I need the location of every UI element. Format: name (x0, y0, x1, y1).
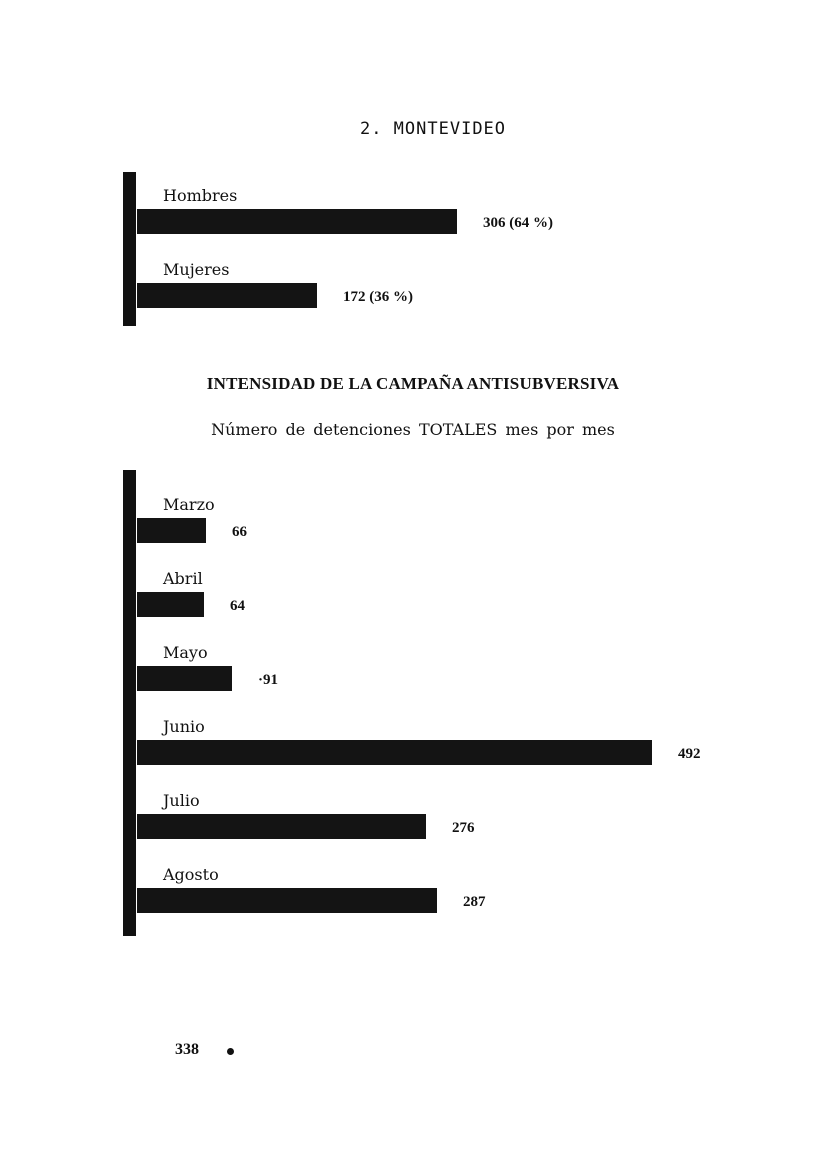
value-label: 276 (452, 820, 475, 836)
value-label: 287 (463, 894, 486, 910)
chart-subheading: Número de detenciones TOTALES mes por mes (211, 420, 615, 439)
bar (137, 283, 317, 308)
bar (137, 888, 437, 913)
chart-heading: INTENSIDAD DE LA CAMPAÑA ANTISUBVERSIVA (206, 374, 620, 393)
value-label: 492 (678, 746, 701, 762)
category-label: Marzo (163, 495, 215, 514)
category-label: Julio (163, 791, 200, 810)
category-label: Mujeres (163, 260, 230, 279)
category-label: Abril (163, 569, 203, 588)
bar (137, 518, 206, 543)
category-label: Agosto (163, 865, 219, 884)
value-label: 306 (64 %) (483, 215, 553, 231)
bar (137, 209, 457, 234)
value-label: 64 (230, 598, 245, 614)
page-number: 338 (175, 1041, 199, 1058)
category-label: Junio (163, 717, 205, 736)
section-title: 2. MONTEVIDEO (359, 119, 507, 139)
category-label: Hombres (163, 186, 238, 205)
value-label: 172 (36 %) (343, 289, 413, 305)
value-label: 66 (232, 524, 247, 540)
value-label: ·91 (258, 672, 279, 688)
category-label: Mayo (163, 643, 208, 662)
bullet-icon (227, 1048, 234, 1055)
bar (137, 592, 204, 617)
bar (137, 814, 426, 839)
bar (137, 740, 652, 765)
bar (137, 666, 232, 691)
